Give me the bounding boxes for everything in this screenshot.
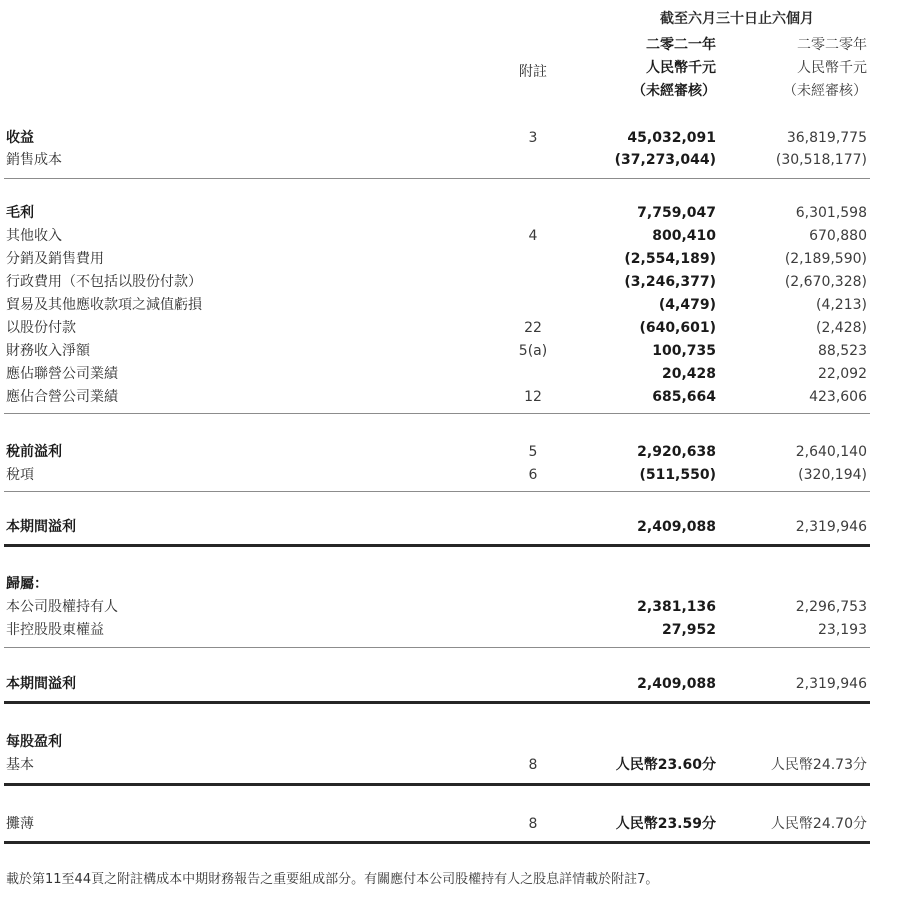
- row-label: 基本: [6, 757, 34, 773]
- row-previous-value: (320,194): [798, 467, 867, 483]
- row-label: 行政費用（不包括以股份付款）: [6, 274, 202, 290]
- row-current-value: (2,554,189): [624, 251, 716, 267]
- row-note: [511, 294, 555, 317]
- row-current-value: 27,952: [661, 622, 716, 638]
- table-row-equity-shareholders: [0, 596, 900, 619]
- row-label: 銷售成本: [6, 152, 62, 168]
- table-row-net-finance-income: [0, 340, 900, 363]
- row-note: 12: [524, 389, 542, 405]
- double-divider: [4, 841, 870, 844]
- table-row-eps-basic: [0, 754, 900, 777]
- previous-currency-label: 人民幣千元: [797, 60, 867, 76]
- row-current-value: (37,273,044): [614, 152, 716, 168]
- row-current-value: (4,479): [658, 297, 716, 313]
- row-note: 6: [528, 467, 538, 483]
- double-divider: [4, 783, 870, 786]
- row-note: [511, 202, 555, 225]
- row-current-value: 2,920,638: [637, 444, 716, 460]
- double-divider: [4, 544, 870, 547]
- table-row-revenue: [0, 127, 900, 150]
- row-note: 8: [528, 757, 538, 773]
- table-row-other-income: [0, 225, 900, 248]
- divider: [4, 647, 870, 648]
- row-current-value: 2,409,088: [637, 519, 716, 535]
- row-label: 應佔合營公司業績: [6, 389, 118, 405]
- current-year-column-heading: [632, 34, 716, 103]
- table-row-impairment-loss: [0, 294, 900, 317]
- row-label: 本期間溢利: [6, 519, 76, 535]
- row-current-value: 685,664: [652, 389, 716, 405]
- row-current-value: 45,032,091: [627, 130, 716, 146]
- row-note: 3: [528, 130, 538, 146]
- row-previous-value: 670,880: [809, 228, 867, 244]
- row-label: 稅前溢利: [6, 444, 62, 460]
- row-label: 每股盈利: [6, 734, 62, 750]
- row-note: [511, 363, 555, 386]
- row-current-value: (3,246,377): [624, 274, 716, 290]
- notes-column-heading: 附註: [519, 64, 547, 80]
- row-label: 貿易及其他應收款項之減值虧損: [6, 297, 202, 313]
- table-row-cost-of-sales: [0, 149, 900, 172]
- row-current-value: 7,759,047: [637, 205, 716, 221]
- row-note: 22: [524, 320, 542, 336]
- divider: [4, 178, 870, 179]
- row-current-value: 人民幣23.59分: [615, 816, 716, 832]
- table-row-eps-diluted: [0, 813, 900, 836]
- row-previous-value: 36,819,775: [786, 130, 867, 146]
- previous-year-label: 二零二零年: [797, 37, 867, 53]
- row-label: 稅項: [6, 467, 34, 483]
- row-note: [511, 271, 555, 294]
- row-note: 5(a): [518, 343, 548, 359]
- divider: [4, 413, 870, 414]
- row-previous-value: 423,606: [809, 389, 867, 405]
- table-row-profit-for-period: [0, 516, 900, 539]
- table-row-earnings-per-share: [0, 731, 900, 754]
- row-previous-value: 人民幣24.73分: [770, 757, 867, 773]
- row-previous-value: (2,189,590): [784, 251, 867, 267]
- row-previous-value: 22,092: [818, 366, 867, 382]
- previous-audit-label: （未經審核）: [783, 83, 867, 99]
- table-row-profit-for-period-total: [0, 673, 900, 696]
- row-current-value: 人民幣23.60分: [615, 757, 716, 773]
- row-previous-value: 2,640,140: [795, 444, 867, 460]
- table-row-share-based-payment: [0, 317, 900, 340]
- table-row-share-of-joint-ventures: [0, 386, 900, 409]
- row-previous-value: (2,428): [815, 320, 867, 336]
- row-label: 毛利: [6, 205, 34, 221]
- row-note: [511, 149, 555, 172]
- row-label: 應佔聯營公司業績: [6, 366, 118, 382]
- row-label: 分銷及銷售費用: [6, 251, 104, 267]
- row-note: [511, 619, 555, 642]
- previous-year-column-heading: [783, 34, 867, 103]
- row-previous-value: 2,296,753: [795, 599, 867, 615]
- table-row-attributable-to: [0, 573, 900, 596]
- row-label: 非控股股東權益: [6, 622, 104, 638]
- table-row-distribution-expenses: [0, 248, 900, 271]
- current-currency-label: 人民幣千元: [646, 60, 716, 76]
- row-label: 以股份付款: [6, 320, 76, 336]
- row-label: 攤薄: [6, 816, 34, 832]
- row-label: 本期間溢利: [6, 676, 76, 692]
- row-current-value: 2,409,088: [637, 676, 716, 692]
- row-current-value: 800,410: [652, 228, 716, 244]
- row-previous-value: 2,319,946: [795, 676, 867, 692]
- row-note: 5: [528, 444, 538, 460]
- row-previous-value: (30,518,177): [775, 152, 867, 168]
- row-previous-value: 人民幣24.70分: [770, 816, 867, 832]
- row-label: 財務收入淨額: [6, 343, 90, 359]
- row-current-value: 2,381,136: [637, 599, 716, 615]
- row-note: [511, 596, 555, 619]
- row-previous-value: (4,213): [815, 297, 867, 313]
- period-heading: 截至六月三十日止六個月: [660, 11, 814, 27]
- current-year-label: 二零二一年: [646, 37, 716, 53]
- row-current-value: 20,428: [661, 366, 716, 382]
- row-current-value: (640,601): [639, 320, 716, 336]
- divider: [4, 491, 870, 492]
- column-header: [0, 0, 900, 112]
- table-row-admin-expenses: [0, 271, 900, 294]
- table-row-profit-before-tax: [0, 441, 900, 464]
- current-audit-label: （未經審核）: [632, 83, 716, 99]
- row-note: [511, 673, 555, 696]
- row-note: [511, 248, 555, 271]
- row-note: 4: [528, 228, 538, 244]
- table-row-gross-profit: [0, 202, 900, 225]
- table-row-share-of-associates: [0, 363, 900, 386]
- row-previous-value: 88,523: [818, 343, 867, 359]
- table-row-non-controlling-interests: [0, 619, 900, 642]
- row-note: 8: [528, 816, 538, 832]
- row-previous-value: 2,319,946: [795, 519, 867, 535]
- row-current-value: (511,550): [639, 467, 716, 483]
- row-previous-value: (2,670,328): [784, 274, 867, 290]
- row-label: 收益: [6, 130, 34, 146]
- row-label: 其他收入: [6, 228, 62, 244]
- row-previous-value: 6,301,598: [795, 205, 867, 221]
- row-previous-value: 23,193: [818, 622, 867, 638]
- row-label: 本公司股權持有人: [6, 599, 118, 615]
- row-label: 歸屬：: [6, 576, 48, 592]
- row-current-value: 100,735: [652, 343, 716, 359]
- double-divider: [4, 701, 870, 704]
- table-row-tax: [0, 464, 900, 487]
- row-note: [511, 516, 555, 539]
- footnote: 載於第11至44頁之附註構成本中期財務報告之重要組成部分。有關應付本公司股權持有人之股息詳情載於附註7。: [6, 872, 659, 887]
